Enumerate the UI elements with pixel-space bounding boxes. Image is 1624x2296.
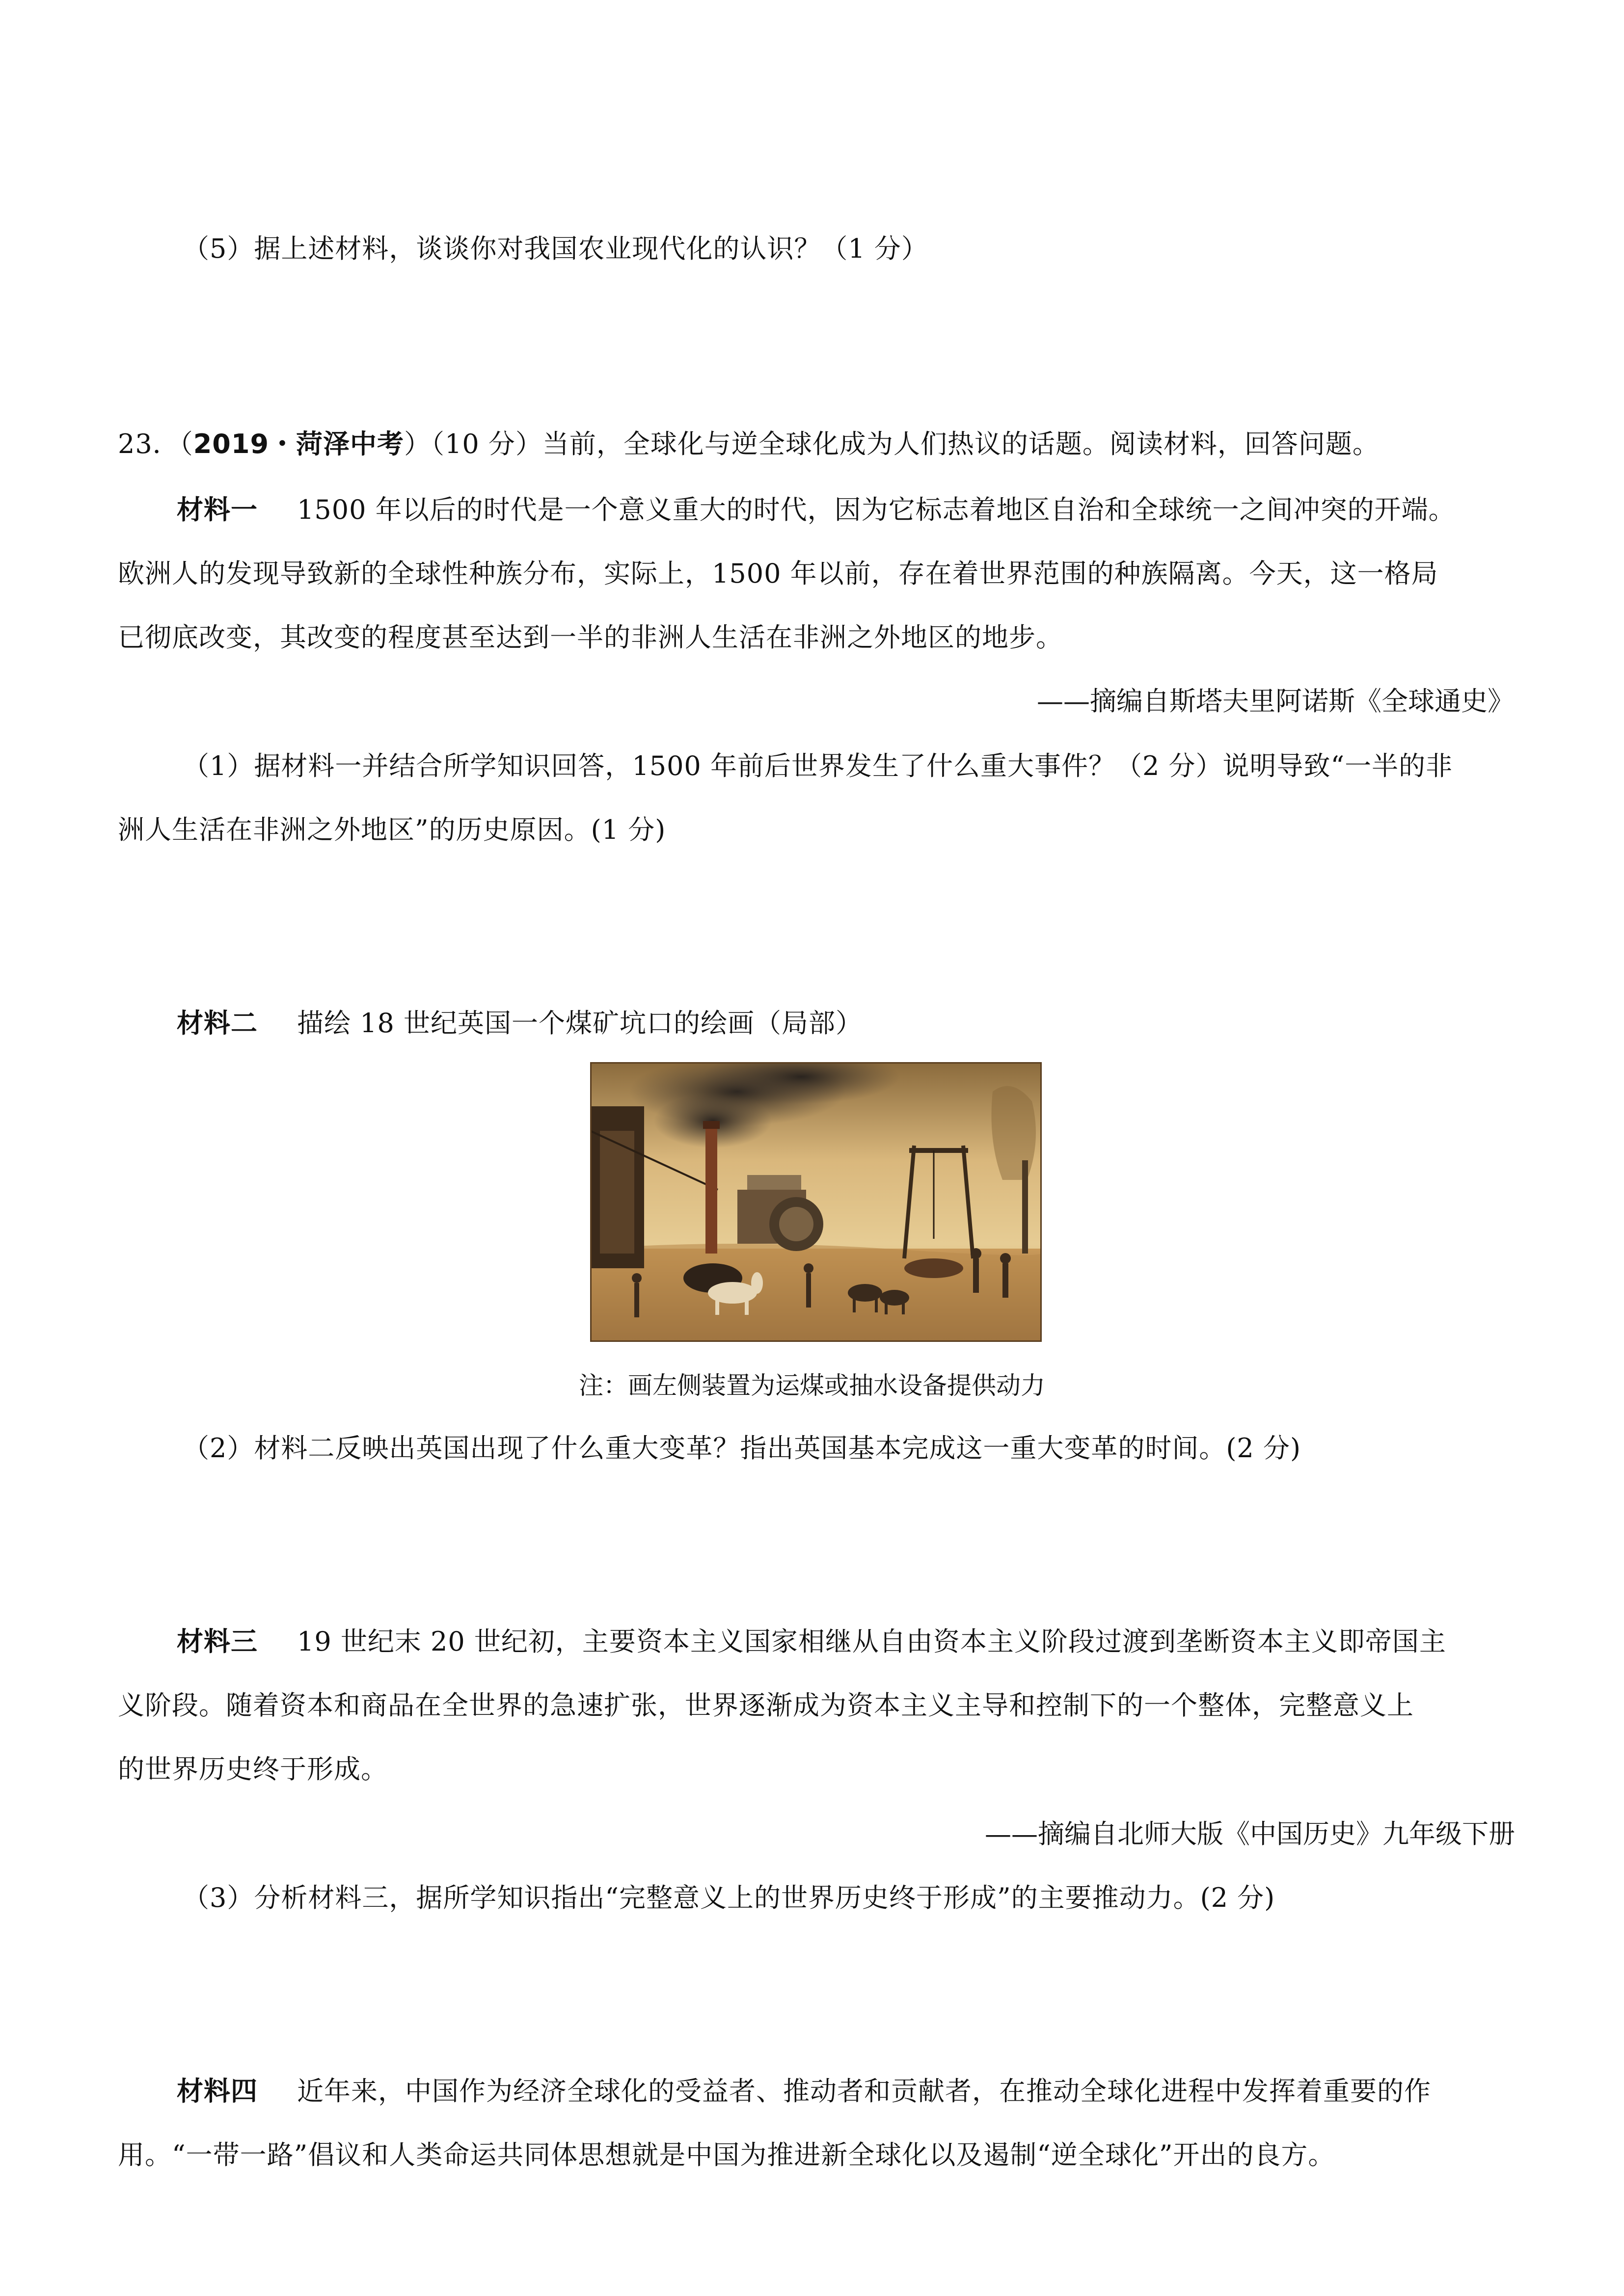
material-1-text: 1500 年以后的时代是一个意义重大的时代，因为它标志着地区自治和全球统一之间冲突的开端。	[297, 494, 1456, 525]
material-2-label: 材料二	[177, 1008, 258, 1039]
material-1-line-3: 已彻底改变，其改变的程度甚至达到一半的非洲人生活在非洲之外地区的地步。	[118, 622, 1063, 653]
coal-mine-painting-image	[590, 1062, 1042, 1342]
material-1-label: 材料一	[177, 494, 258, 525]
material-2-text: 描绘 18 世纪英国一个煤矿坑口的绘画（局部）	[297, 1008, 863, 1039]
material-3-line-3: 的世界历史终于形成。	[118, 1754, 388, 1785]
material-3-label: 材料三	[177, 1626, 258, 1657]
material-3-source: ——摘编自北师大版《中国历史》九年级下册	[985, 1818, 1515, 1849]
material-3-text: 19 世纪末 20 世纪初，主要资本主义国家相继从自由资本主义阶段过渡到垄断资本主义即帝国主	[297, 1626, 1446, 1657]
question-23-2: （2）材料二反映出英国出现了什么重大变革？指出英国基本完成这一重大变革的时间。(2 分)	[183, 1433, 1301, 1464]
source-tag: 2019・菏泽中考	[193, 428, 405, 459]
material-4-text: 近年来，中国作为经济全球化的受益者、推动者和贡献者，在推动全球化进程中发挥着重要的作	[297, 2076, 1431, 2107]
material-1-source: ——摘编自斯塔夫里阿诺斯《全球通史》	[1037, 686, 1514, 717]
material-2-line	[177, 1006, 863, 1041]
question-23-stem	[118, 427, 1380, 461]
question-number: 23．（	[118, 428, 193, 459]
material-4-line-2: 用。“一带一路”倡议和人类命运共同体思想就是中国为推进新全球化以及遏制“逆全球化”开出的良方。	[118, 2139, 1335, 2170]
question-stem-text: ）（10 分）当前，全球化与逆全球化成为人们热议的话题。阅读材料，回答问题。	[404, 428, 1380, 459]
material-3-line-2: 义阶段。随着资本和商品在全世界的急速扩张，世界逐渐成为资本主义主导和控制下的一个整体，完整意义上	[118, 1690, 1414, 1721]
material-1-line-2: 欧洲人的发现导致新的全球性种族分布，实际上，1500 年以前，存在着世界范围的种族隔离。今天，这一格局	[118, 558, 1438, 589]
material-4-label: 材料四	[177, 2076, 258, 2107]
material-1-line-1	[177, 493, 1456, 527]
painting-caption: 注：画左侧装置为运煤或抽水设备提供动力	[579, 1371, 1045, 1400]
material-3-line-1	[177, 1625, 1446, 1659]
question-23-1-line-1: （1）据材料一并结合所学知识回答，1500 年前后世界发生了什么重大事件？（2 分）说明导致“一半的非	[183, 750, 1453, 781]
question-23-3: （3）分析材料三，据所学知识指出“完整意义上的世界历史终于形成”的主要推动力。(2 分)	[183, 1882, 1275, 1913]
coal-mine-painting	[590, 1062, 1042, 1342]
question-22-5: （5）据上述材料，谈谈你对我国农业现代化的认识？（1 分）	[183, 233, 928, 264]
question-23-1-line-2: 洲人生活在非洲之外地区”的历史原因。(1 分)	[118, 814, 666, 845]
material-4-line-1	[177, 2074, 1431, 2109]
